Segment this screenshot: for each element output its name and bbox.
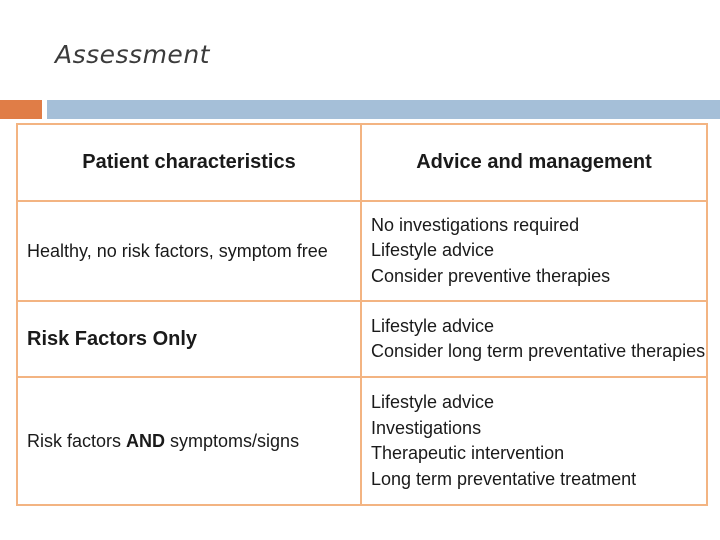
- advice-item: Lifestyle advice: [371, 315, 495, 336]
- header-advice-management: Advice and management: [361, 124, 707, 201]
- table-row: [17, 301, 707, 377]
- advice-item: Long term preventative treatment: [371, 468, 637, 489]
- assessment-table: [16, 123, 708, 506]
- accent-bar-orange: [0, 100, 42, 119]
- advice-item: Investigations: [371, 417, 482, 438]
- table-row: [17, 201, 707, 301]
- characteristics-emphasis: AND: [126, 430, 166, 451]
- advice-cell: [361, 301, 707, 377]
- table-header-row: [17, 124, 707, 201]
- characteristics-cell: Risk Factors Only: [17, 301, 361, 377]
- characteristics-text: Risk factors: [27, 430, 127, 451]
- slide-title: Assessment: [55, 40, 210, 69]
- accent-bar-blue: [47, 100, 720, 119]
- header-patient-characteristics: Patient characteristics: [17, 124, 361, 201]
- characteristics-text: symptoms/signs: [165, 430, 300, 451]
- advice-item: Therapeutic intervention: [371, 443, 565, 463]
- advice-cell: [361, 201, 707, 301]
- advice-item: Consider long term preventative therapies: [371, 341, 706, 361]
- characteristics-cell: Healthy, no risk factors, symptom free: [17, 201, 361, 301]
- advice-cell: [361, 377, 707, 505]
- table-row: [17, 377, 707, 505]
- advice-item: Consider preventive therapies: [371, 265, 611, 286]
- advice-item: Lifestyle advice: [371, 392, 495, 412]
- characteristics-cell: [17, 377, 361, 505]
- advice-item: Lifestyle advice: [371, 240, 495, 261]
- advice-item: No investigations required: [371, 214, 580, 235]
